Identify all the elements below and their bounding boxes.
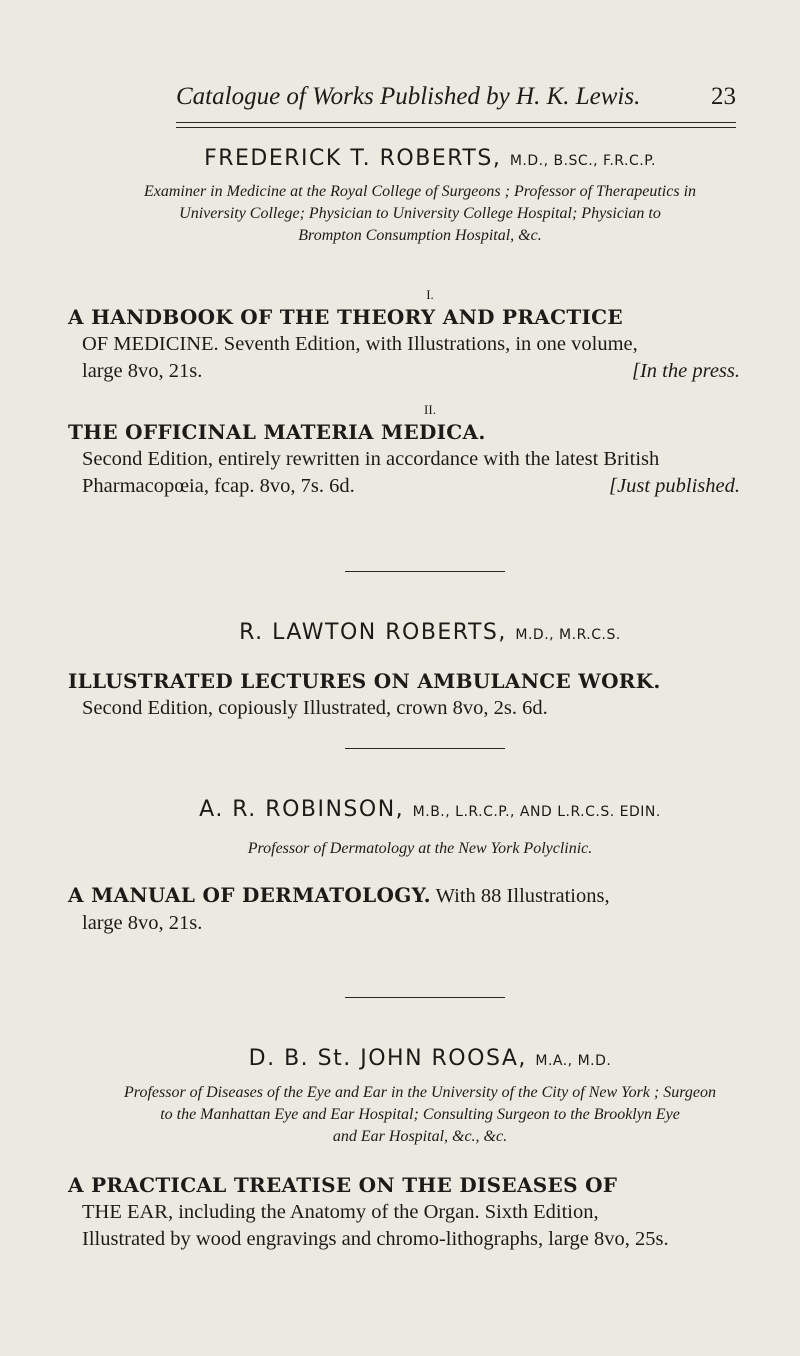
work-entry-materia-medica [68,419,740,500]
work-details-line: THE EAR, including the Anatomy of the Organ. Sixth Edition, [82,1201,599,1223]
work-title: A PRACTICAL TREATISE ON THE DISEASES OF [68,1173,618,1197]
section-divider [345,997,505,998]
author-credentials-roosa [100,1082,740,1148]
author-name: R. LAWTON ROBERTS, [239,620,507,645]
credentials-line: Professor of Dermatology at the New York Polyclinic. [247,840,593,857]
work-title-line [68,882,740,910]
author-name: A. R. ROBINSON, [199,797,405,822]
work-entry-diseases-of-ear [68,1172,740,1253]
section-divider [345,748,505,749]
page-number: 23 [711,83,736,110]
publication-status: [In the press. [632,360,740,382]
work-title: THE OFFICINAL MATERIA MEDICA. [68,420,486,444]
work-price: Pharmacopœia, fcap. 8vo, 7s. 6d. [82,475,355,497]
work-details-line [68,473,740,500]
work-details-line: Second Edition, copiously Illustrated, crown 8vo, 2s. 6d. [82,697,548,719]
work-price: large 8vo, 21s. [82,360,203,382]
work-details-line [68,358,740,385]
work-numeral: I. [426,287,434,302]
work-entry-handbook [68,304,740,385]
author-name: FREDERICK T. ROBERTS, [204,146,502,171]
author-name: D. B. St. JOHN ROOSA, [248,1046,527,1071]
author-degrees: M.D., M.R.C.S. [515,627,621,643]
work-entry-ambulance [68,668,740,722]
author-degrees: M.B., L.R.C.P., AND L.R.C.S. EDIN. [412,804,661,820]
publication-status: [Just published. [609,475,740,497]
author-heading-roberts [120,146,740,171]
credentials-line: Brompton Consumption Hospital, &c. [298,227,542,244]
work-details-line: Second Edition, entirely rewritten in accordance with the latest British [82,448,660,470]
work-title: A HANDBOOK OF THE THEORY AND PRACTICE [68,305,623,329]
credentials-line: Professor of Diseases of the Eye and Ear in the University of the City of New York ; Surgeon [124,1084,716,1101]
work-title: ILLUSTRATED LECTURES ON AMBULANCE WORK. [68,669,661,693]
running-header [176,82,736,112]
author-degrees: M.D., B.SC., F.R.C.P. [509,153,656,169]
running-title: Catalogue of Works Published by H. K. Lewis. [176,83,641,110]
author-heading-roosa [120,1046,740,1071]
work-title: A MANUAL OF DERMATOLOGY. [68,883,431,907]
work-title-rest: With 88 Illustrations, [430,885,610,907]
author-heading-lawton-roberts [120,620,740,645]
work-details-line: OF MEDICINE. Seventh Edition, with Illustrations, in one volume, [82,333,638,355]
author-heading-robinson [120,797,740,822]
author-degrees: M.A., M.D. [535,1053,612,1069]
credentials-line: to the Manhattan Eye and Ear Hospital; Consulting Surgeon to the Brooklyn Eye [160,1106,680,1123]
header-double-rule [176,122,736,128]
credentials-line: Examiner in Medicine at the Royal College of Surgeons ; Professor of Therapeutics in [143,183,697,200]
work-numeral: II. [424,402,436,417]
credentials-line: and Ear Hospital, &c., &c. [332,1128,508,1145]
work-details-line: Illustrated by wood engravings and chromo-lithographs, large 8vo, 25s. [82,1228,669,1250]
work-entry-dermatology [68,882,740,937]
author-credentials-robinson [100,838,740,860]
section-divider [345,571,505,572]
work-details-line: large 8vo, 21s. [82,912,203,934]
credentials-line: University College; Physician to University College Hospital; Physician to [179,205,661,222]
author-credentials-roberts [100,181,740,247]
